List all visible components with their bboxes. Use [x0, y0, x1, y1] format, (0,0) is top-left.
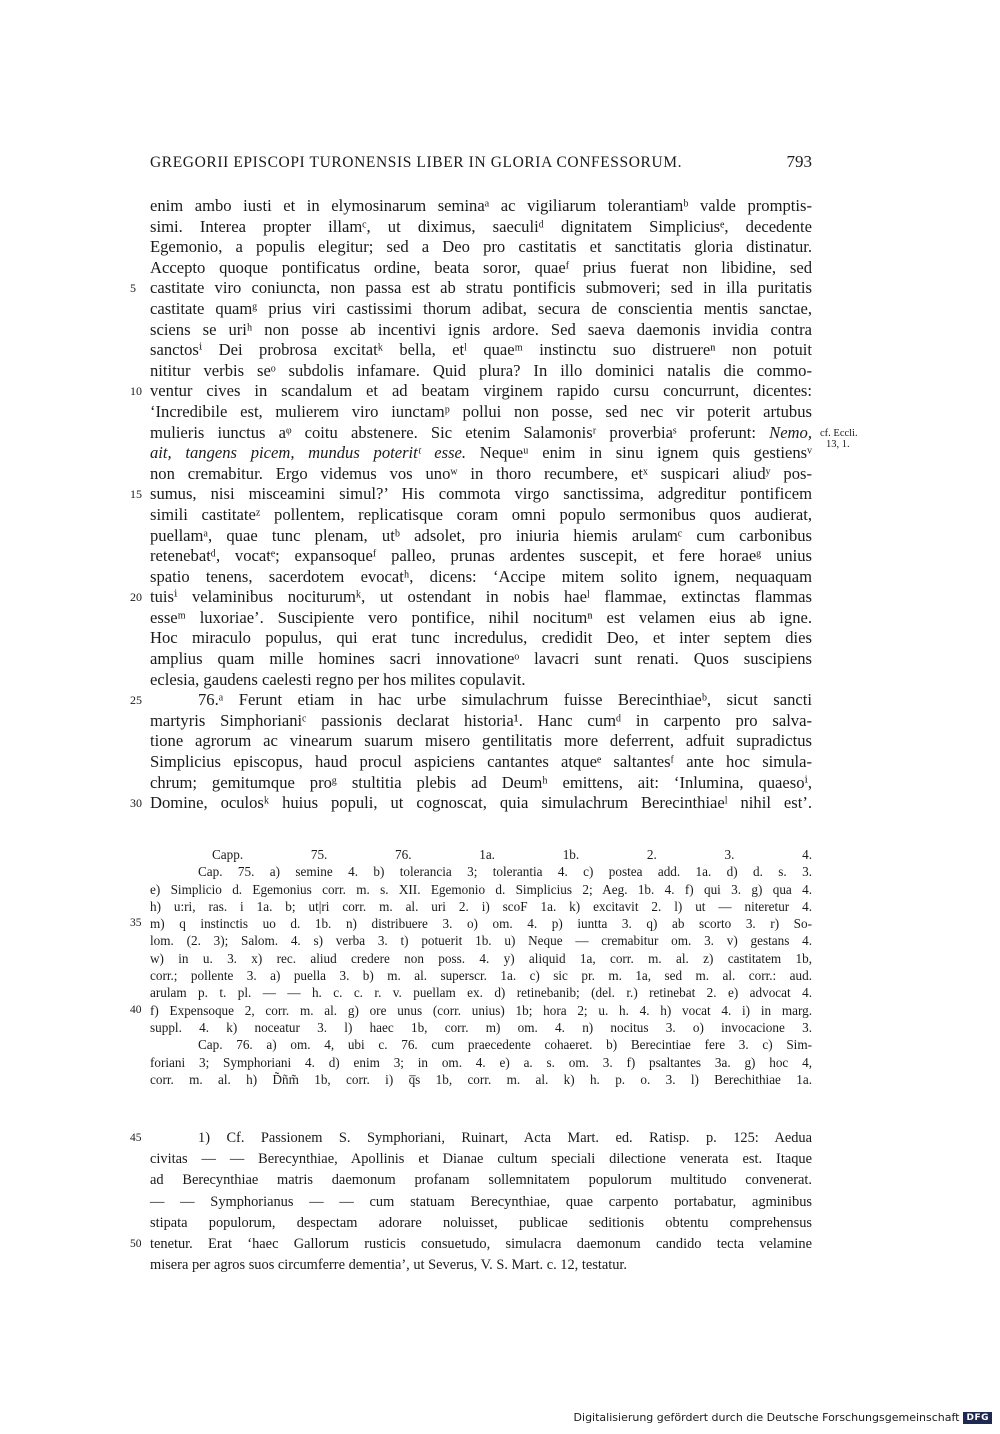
line-text: mulieris iunctus aᵠ coitu abstenere. Sic etenim Salamonisʳ proverbiaˢ proferunt:: [150, 422, 770, 442]
footnote-line: [130, 1128, 812, 1149]
line-text: Accepto quoque pontificatus ordine, beata soror, quaeᶠ prius fuerat non libidine, sed: [150, 257, 812, 277]
main-text: [130, 196, 812, 814]
apparatus-line: [150, 967, 812, 984]
line-text: sanctosⁱ Dei probrosa excitatᵏ bella, etˡ quaeᵐ instinctu suo distruereⁿ non potuit: [150, 340, 812, 360]
line-text: arulam p. t. pl. — — h. c. c. r. v. puellam ex. d) retinebanib; (del. r.) retinebat 2. e) advocat 4.: [150, 985, 812, 1001]
line-number: 45: [130, 1132, 142, 1144]
line-text: puellamᵃ, quae tunc plenam, utᵇ adsolet, pro iniuria hiemis arulamᶜ cum carbonibus: [150, 525, 812, 545]
line-text: amplius quam mille homines sacri innovationeᵒ lavacri sunt renati. Quos suscipiens: [150, 649, 812, 669]
apparatus-line: [130, 1002, 812, 1019]
line-text: Cap. 76. a) om. 4, ubi c. 76. cum praecedente cohaeret. b) Berecintiae fere 3. c) Sim-: [198, 1037, 812, 1053]
text-line: [150, 340, 812, 361]
text-line: [150, 299, 812, 320]
footnote-line: [150, 1170, 812, 1191]
text-line: [150, 443, 812, 464]
text-line: [150, 628, 812, 649]
line-text: ventur cives in scandalum et ad beatam virginem rapido cursu concurrunt, dicentes:: [150, 381, 812, 401]
digitization-credit: [574, 1411, 992, 1424]
credit-text: Digitalisierung gefördert durch die Deutsche Forschungsgemeinschaft: [573, 1411, 960, 1424]
text-line: [130, 484, 812, 505]
apparatus-line: [150, 984, 812, 1001]
line-text: Capp. 75. 76. 1a. 1b. 2. 3. 4.: [212, 847, 812, 862]
line-text: m) q instinctis uo d. 1b. n) distribuere 3. o) om. 4. p) iuntta 3. q) ab scorto 3. r) So-: [150, 916, 812, 932]
line-number: 40: [130, 1003, 142, 1016]
running-head: [150, 152, 812, 172]
text-line: [130, 587, 812, 608]
line-text: stipata populorum, despectam adorare noluisset, publicae seditionis obtentu comprehensus: [150, 1214, 812, 1231]
text-line: [150, 237, 812, 258]
line-text: sciens se uriʰ non posse ab incentivi ignis ardore. Sed saeva daemonis invidia contra: [150, 319, 812, 339]
text-line: [150, 361, 812, 382]
apparatus-line: [130, 915, 812, 932]
text-line: [150, 217, 812, 238]
margin-reference-line-2: 13, 1.: [826, 439, 850, 450]
line-text: 1) Cf. Passionem S. Symphoriani, Ruinart, Acta Mart. ed. Ratisp. p. 125: Aedua: [198, 1130, 812, 1146]
line-number: 5: [130, 281, 136, 296]
text-line: [150, 505, 812, 526]
critical-apparatus: [130, 846, 812, 1088]
line-number: 10: [130, 384, 142, 399]
margin-reference: [820, 428, 870, 450]
margin-reference-line-1: cf. Eccli.: [820, 428, 858, 439]
line-text: ad Berecynthiae matris daemonum profanam sollemnitatem populorum multitudo convenerat.: [150, 1172, 812, 1189]
line-text: simi. Interea propter illamᶜ, ut diximus, saeculiᵈ dignitatem Simpliciusᵉ, decedente: [150, 216, 812, 236]
line-text: chrum; gemitumque proᵍ stultitia plebis ad Deumʰ emittens, ait: ‘Inlumina, quaesoⁱ,: [150, 772, 812, 792]
line-text: e) Simplicio d. Egemonius corr. m. s. XII. Egemonio d. Simplicius 2; Aeg. 1b. 4. f) qui 3. g) qua 4.: [150, 881, 812, 897]
line-text: castitate viro coniuncta, non passa est ab stratu pontificis submoveri; sed in illa puritatis: [150, 278, 812, 298]
italic-text: ait, tangens picem, mundus poteritᵗ esse.: [150, 443, 467, 463]
text-line: [130, 278, 812, 299]
text-line: [130, 793, 812, 814]
text-line: [150, 546, 812, 567]
line-text: nititur verbis seᵒ subdolis infamare. Quid plura? In illo dominici natalis die commo-: [150, 360, 812, 380]
apparatus-line: [150, 881, 812, 898]
footnote-line: [150, 1149, 812, 1170]
text-line: [150, 711, 812, 732]
dfg-logo: DFG: [963, 1412, 992, 1424]
line-number: 20: [130, 590, 142, 605]
running-title: GREGORII EPISCOPI TURONENSIS LIBER IN GLORIA CONFESSORUM.: [150, 154, 683, 171]
line-text: lom. (2. 3); Salom. 4. s) verba 3. t) potuerit 1b. u) Neque — cremabitur om. 3. v) gestans 4.: [150, 933, 812, 949]
line-text: sumus, nisi misceamini simul?’ His commota virgo sanctissima, adgreditur pontificem: [150, 484, 812, 504]
line-text: Domine, oculosᵏ huius populi, ut cognoscat, quia simulachrum Berecinthiaeˡ nihil est’.: [150, 793, 812, 813]
line-text: ‘Incredibile est, mulierem viro iunctamᵖ pollui non posse, sed nec vir poterit artubus: [150, 401, 812, 421]
line-text: w) in u. 3. x) rec. aliud credere non poss. 4. y) aliquid 1a, corr. m. al. z) castitatem 1b,: [150, 950, 812, 966]
line-number: 30: [130, 796, 142, 811]
line-text: enim ambo iusti et in elymosinarum seminaᵃ ac vigiliarum tolerantiamᵇ valde promptis-: [150, 196, 812, 215]
line-text: — — Symphorianus — — cum statuam Berecynthiae, quae carpento portabatur, agminibus: [150, 1193, 812, 1210]
text-line: [150, 567, 812, 588]
line-text: corr.; pollente 3. a) puella 3. b) m. al. superscr. 1a. c) sic pr. m. 1a, sed m. al. corr.: aud.: [150, 968, 812, 984]
text-line: [150, 320, 812, 341]
line-text: h) u:ri, ras. i 1a. b; ut|ri corr. m. al. uri 2. i) scoF 1a. k) excitavit 2. l) ut — niteretur 4.: [150, 898, 812, 914]
line-text: suppl. 4. k) noceatur 3. l) haec 1b, corr. m) om. 4. n) nocitus 3. o) invocacione 3.: [150, 1019, 812, 1035]
apparatus-line: [150, 1036, 812, 1053]
text-line: [130, 381, 812, 402]
text-line: [150, 464, 812, 485]
text-line: [150, 731, 812, 752]
text-line: [150, 608, 812, 629]
line-text: 76.ᵃ Ferunt etiam in hac urbe simulachrum fuisse Berecinthiaeᵇ, sicut sancti: [198, 690, 812, 710]
line-text: corr. m. al. h) D̃ñm̃ 1b, corr. i) q̅s 1b, corr. m. al. k) h. p. o. 3. l) Berechithiae 1a.: [150, 1071, 812, 1087]
footnote-line: [150, 1192, 812, 1213]
footnote-line: [130, 1234, 812, 1255]
line-text: foriani 3; Symphoriani 4. d) enim 3; in om. 4. e) a. s. om. 3. f) psaltantes 3a. g) hoc 4,: [150, 1054, 812, 1070]
line-number: 15: [130, 487, 142, 502]
text-line: [150, 670, 812, 691]
line-text: tenetur. Erat ‘haec Gallorum rusticis consuetudo, simulacra daemonum candido tecta velamine: [150, 1235, 812, 1252]
text-line: [150, 526, 812, 547]
text-line: [150, 773, 812, 794]
text-line: [150, 402, 812, 423]
line-text: tuisⁱ velaminibus nociturumᵏ, ut ostendant in nobis haeˡ flammae, extinctas flammas: [150, 587, 812, 607]
line-number: 25: [130, 693, 142, 708]
apparatus-line: [150, 1071, 812, 1088]
line-text: Simplicius episcopus, haud procul aspiciens cantantes atqueᵉ saltantesᶠ ante hoc simula-: [150, 752, 812, 772]
line-text: tione agrorum ac vinearum suarum misero gentilitatis more deferrent, adfuit supradictus: [150, 731, 812, 751]
line-text: retenebatᵈ, vocatᵉ; expansoqueᶠ palleo, prunas ardentes suscepit, et fere horaeᵍ unius: [150, 546, 812, 566]
line-text: non cremabitur. Ergo videmus vos unoʷ in thoro recumbere, etˣ suspicari aliudʸ pos-: [150, 463, 812, 483]
line-text: simili castitateᶻ pollentem, replicatisque coram omni populo sermonibus quos audierat,: [150, 504, 812, 524]
line-text: misera per agros suos circumferre dementia’, ut Severus, V. S. Mart. c. 12, testatur.: [150, 1257, 628, 1274]
line-text: castitate quamᵍ prius viri castissimi thorum adibat, secura de conscientia mentis sanctae,: [150, 298, 812, 318]
line-text: martyris Simphorianiᶜ passionis declarat historia¹. Hanc cumᵈ in carpento pro salva-: [150, 710, 812, 730]
page-number: 793: [786, 152, 812, 171]
line-text: Egemonio, a populis elegitur; sed a Deo pro castitatis et sanctitatis gloria distinatur.: [150, 237, 812, 257]
apparatus-line: [150, 898, 812, 915]
footnote-line: [150, 1255, 812, 1276]
line-text: civitas — — Berecynthiae, Apollinis et Dianae cultum speciali dilectione venerata est. Itaque: [150, 1151, 812, 1168]
line-text: Cap. 75. a) semine 4. b) tolerancia 3; tolerantia 4. c) postea add. 1a. d) d. s. 3.: [198, 864, 812, 880]
line-text: Hoc miraculo populus, qui erat tunc incredulus, credidit Deo, et inter septem dies: [150, 628, 812, 648]
apparatus-line: [150, 932, 812, 949]
apparatus-line: [150, 1054, 812, 1071]
footnote-line: [150, 1213, 812, 1234]
line-text: eclesia, gaudens caelesti regno per hos milites copulavit.: [150, 669, 526, 689]
line-text: f) Expensoque 2, corr. m. al. g) ore unus (corr. unius) 1b; hora 2; u. h. 4. h) vocat 4. i) in marg.: [150, 1002, 812, 1018]
line-text: Nequeᵘ enim in sinu ignem quis gestiensᵛ: [466, 443, 812, 463]
italic-text: Nemo,: [769, 422, 812, 442]
apparatus-line: [150, 863, 812, 880]
line-number: 35: [130, 917, 142, 930]
line-text: spatio tenens, sacerdotem evocatʰ, dicens: ‘Accipe mitem solito ignem, nequaquam: [150, 566, 812, 586]
line-number: 50: [130, 1237, 142, 1250]
text-line: [150, 423, 812, 444]
text-line: [150, 752, 812, 773]
text-line: [150, 258, 812, 279]
text-line: [150, 649, 812, 670]
apparatus-line: [150, 1019, 812, 1036]
text-line: [150, 196, 812, 217]
apparatus-line: [150, 950, 812, 967]
apparatus-line: [150, 846, 812, 863]
text-line: [130, 690, 812, 711]
footnotes: [130, 1128, 812, 1276]
line-text: esseᵐ luxoriae’. Suscipiente vero pontifice, nihil nocitumⁿ est velamen eius ab igne.: [150, 607, 812, 627]
